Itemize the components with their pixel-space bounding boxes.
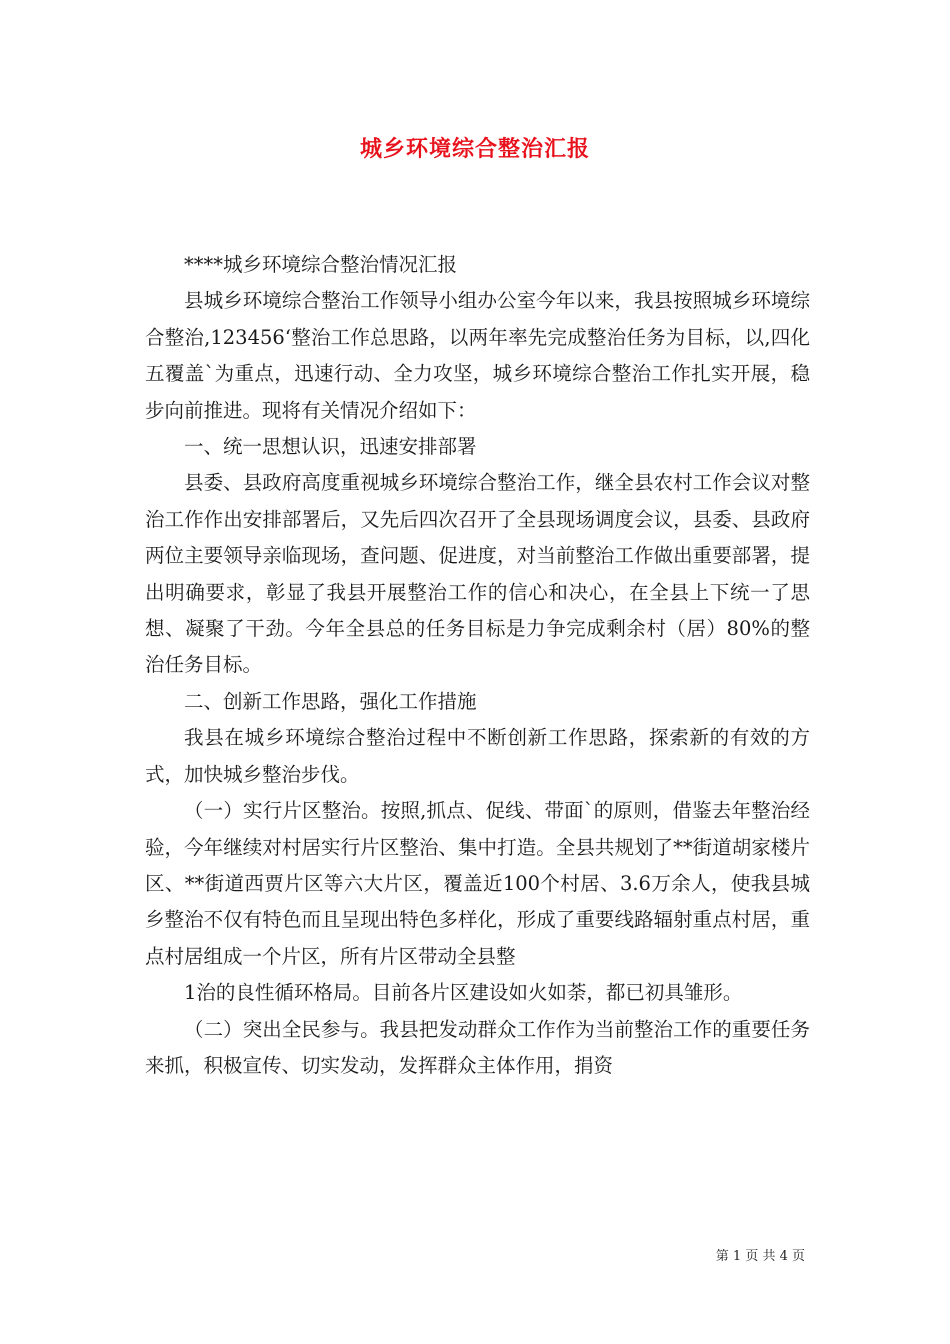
section-heading: 二、创新工作思路，强化工作措施: [184, 689, 477, 713]
body-paragraph: ****城乡环境综合整治情况汇报: [184, 253, 458, 276]
document-title: 城乡环境综合整治汇报: [359, 136, 590, 162]
body-paragraph: （二）突出全民参与。我县把发动群众工作作为当前整治工作的重要任务来抓，积极宣传、切实发动，发挥群众主体作用，捐资: [145, 1017, 810, 1077]
section-heading: 一、统一思想认识，迅速安排部署: [184, 435, 477, 459]
body-paragraph: 县城乡环境综合整治工作领导小组办公室今年以来，我县按照城乡环境综合整治,123456‘整治工作总思路，以两年率先完成整治任务为目标，以,四化五覆盖`为重点，迅速行动、全力攻坚，城乡环境综合整治工作扎实开展，稳步向前推进。现将有关情况介绍如下：: [145, 289, 810, 422]
body-paragraph: （一）实行片区整治。按照,抓点、促线、带面`的原则，借鉴去年整治经验，今年继续对村居实行片区整治、集中打造。全县共规划了**街道胡家楼片区、**街道西贾片区等六大片区，覆盖近100个村居、3.6万余人，使我县城乡整治不仅有特色而且呈现出特色多样化，形成了重要线路辐射重点村居，重点村居组成一个片区，所有片区带动全县整: [145, 799, 810, 968]
document-body: [145, 247, 810, 1084]
page-number: 第 1 页 共 4 页: [715, 1249, 805, 1264]
body-paragraph: 县委、县政府高度重视城乡环境综合整治工作，继全县农村工作会议对整治工作作出安排部署后，又先后四次召开了全县现场调度会议，县委、县政府两位主要领导亲临现场，查问题、促进度，对当前整治工作做出重要部署，提出明确要求，彰显了我县开展整治工作的信心和决心，在全县上下统一了思想、凝聚了干劲。今年全县总的任务目标是力争完成剩余村（居）80%的整治任务目标。: [145, 471, 810, 677]
body-paragraph: 我县在城乡环境综合整治过程中不断创新工作思路，探索新的有效的方式，加快城乡整治步伐。: [145, 726, 810, 786]
body-paragraph: 1治的良性循环格局。目前各片区建设如火如荼，都已初具雏形。: [184, 981, 743, 1005]
